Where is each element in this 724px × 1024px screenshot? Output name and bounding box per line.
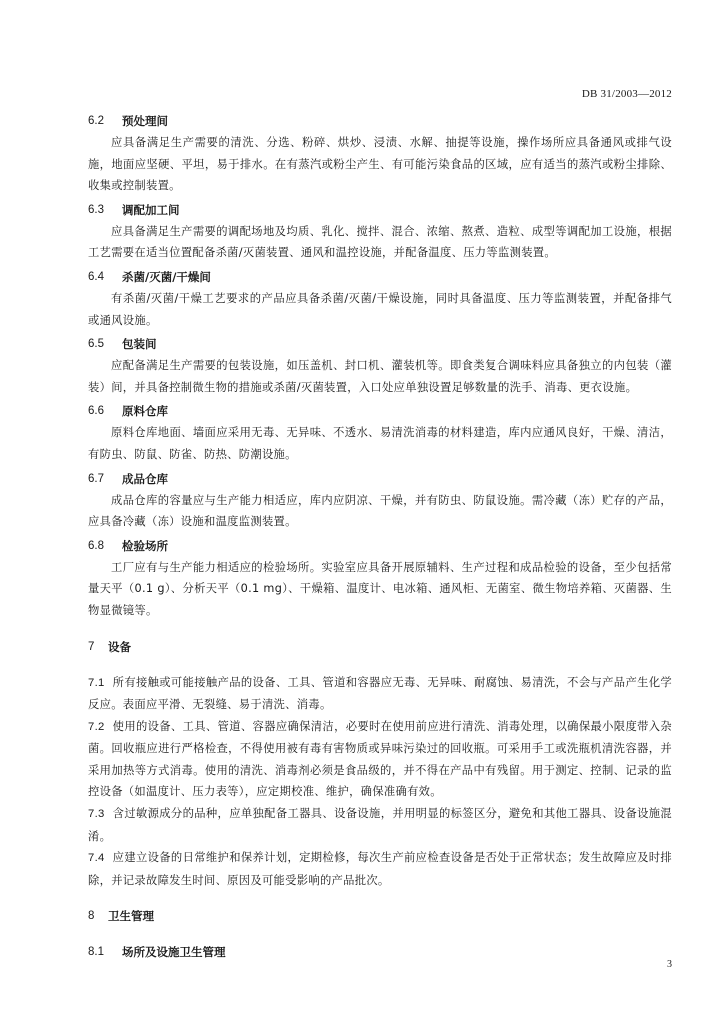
section-title: 杀菌/灭菌/干燥间 [122,269,211,284]
document-body [88,110,672,963]
document-standard-number: DB 31/2003—2012 [581,88,672,100]
chapter-title: 卫生管理 [108,909,154,924]
section-number: 6.3 [88,203,104,216]
section-paragraph: 有杀菌/灭菌/干燥工艺要求的产品应具备杀菌/灭菌/干燥设施，同时具备温度、压力等监测装置，并配备排气或通风设施。 [88,291,672,327]
page-number: 3 [667,959,672,970]
section-title: 原料仓库 [122,404,168,419]
section-heading-8-1 [88,941,672,963]
chapter-heading-7 [88,636,672,658]
clause-number: 7.4 [88,852,105,865]
section-heading-6-6 [88,400,672,422]
section-heading-6-5 [88,333,672,355]
section-title: 调配加工间 [122,202,180,217]
section-number: 6.8 [88,539,104,552]
section-number: 6.6 [88,405,104,418]
clause-number: 7.1 [88,676,105,689]
section-heading-6-3 [88,199,672,221]
clause-7-4 [88,847,672,891]
section-title: 检验场所 [122,538,168,553]
clause-number: 7.2 [88,720,105,733]
section-title: 包装间 [122,337,157,352]
section-paragraph: 应具备满足生产需要的调配场地及均质、乳化、搅拌、混合、浓缩、熬煮、造粒、成型等调配加工设施，根据工艺需要在适当位置配备杀菌/灭菌装置、通风和温控设施，并配备温度、压力等监测装置。 [88,224,672,260]
clause-text: 含过敏源成分的品种，应单独配备工器具、设备设施，并用明显的标签区分，避免和其他工器具、设备设施混淆。 [88,807,672,843]
section-heading-6-8 [88,535,672,557]
section-number: 6.7 [88,472,104,485]
section-paragraph: 应具备满足生产需要的清洗、分选、粉碎、烘炒、浸渍、水解、抽提等设施，操作场所应具备通风或排气设施，地面应坚硬、平坦，易于排水。在有蒸汽或粉尘产生、有可能污染食品的区域，应有适当的蒸汽或粉尘排除、收集或控制装置。 [88,136,672,193]
chapter-heading-8 [88,905,672,927]
clause-text: 应建立设备的日常维护和保养计划，定期检修，每次生产前应检查设备是否处于正常状态；发生故障应及时排除，并记录故障发生时间、原因及可能受影响的产品批次。 [88,851,672,887]
section-heading-6-7 [88,468,672,490]
section-number: 6.2 [88,115,104,127]
clause-7-1 [88,672,672,716]
section-number: 8.1 [88,946,104,959]
section-number: 6.5 [88,338,104,351]
section-heading-6-2 [88,110,672,132]
section-title: 预处理间 [122,114,168,128]
chapter-number: 8 [88,910,95,923]
section-paragraph: 工厂应有与生产能力相适应的检验场所。实验室应具备开展原辅料、生产过程和成品检验的设备，至少包括常量天平（0.1 g）、分析天平（0.1 mg）、干燥箱、温度计、电冰箱、通风柜、无菌室、微生物培养箱、灭菌器、生物显微镜等。 [88,560,672,617]
section-paragraph: 应配备满足生产需要的包装设施，如压盖机、封口机、灌装机等。即食类复合调味料应具备独立的内包装（灌装）间，并具备控制微生物的措施或杀菌/灭菌装置，入口处应单独设置足够数量的洗手、消毒、更衣设施。 [88,359,672,394]
section-number: 6.4 [88,270,104,283]
chapter-title: 设备 [108,639,131,654]
clause-7-3 [88,803,672,847]
section-paragraph: 原料仓库地面、墙面应采用无毒、无异味、不透水、易清洗消毒的材料建造，库内应通风良好，干燥、清洁，有防虫、防鼠、防雀、防热、防潮设施。 [88,426,672,461]
clause-number: 7.3 [88,808,105,821]
clause-text: 所有接触或可能接触产品的设备、工具、管道和容器应无毒、无异味、耐腐蚀、易清洗，不会与产品产生化学反应。表面应平滑、无裂缝、易于清洗、消毒。 [88,675,672,712]
section-title: 场所及设施卫生管理 [122,945,226,960]
clause-7-2 [88,716,672,803]
section-paragraph: 成品仓库的容量应与生产能力相适应，库内应阴凉、干燥，并有防虫、防鼠设施。需冷藏（冻）贮存的产品，应具备冷藏（冻）设施和温度监测装置。 [88,493,672,529]
chapter-number: 7 [88,640,95,653]
clause-text: 使用的设备、工具、管道、容器应确保清洁，必要时在使用前应进行清洗、消毒处理，以确保最小限度带入杂菌。回收瓶应进行严格检查，不得使用被有毒有害物质或异味污染过的回收瓶。可采用手工或洗瓶机清洗容器，并采用加热等方式消毒。使用的清洗、消毒剂必须是食品级的，并不得在产品中有残留。用于测定、控制、记录的监控设备（如温度计、压力表等），应定期校准、维护，确保准确有效。 [88,719,672,799]
section-title: 成品仓库 [122,471,168,486]
section-heading-6-4 [88,266,672,288]
